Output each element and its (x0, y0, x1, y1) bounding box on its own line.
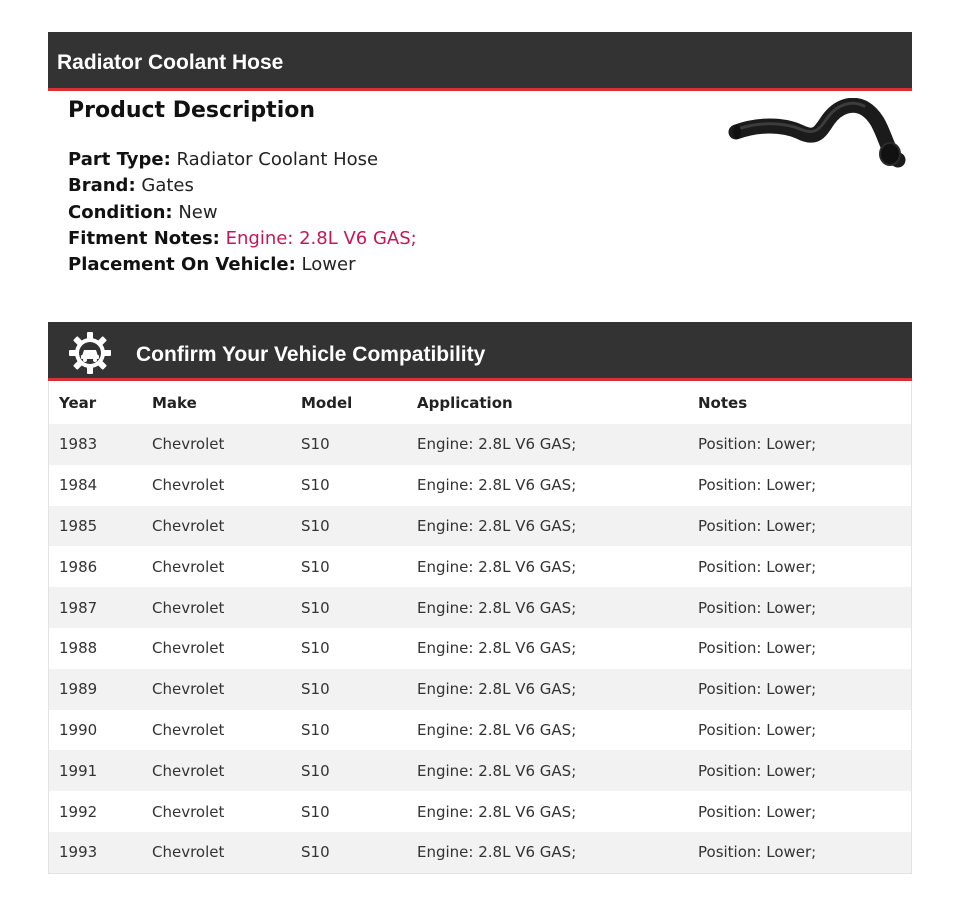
field-label: Condition: (68, 201, 173, 223)
table-header-row (49, 381, 911, 424)
notes-cell: Position: Lower; (698, 720, 817, 739)
model-cell: S10 (301, 802, 330, 821)
notes-cell: Position: Lower; (698, 639, 817, 658)
field-condition (68, 200, 417, 226)
model-cell: S10 (301, 720, 330, 739)
year-cell: 1988 (59, 639, 98, 658)
product-description (68, 96, 417, 278)
make-cell: Chevrolet (152, 557, 225, 576)
make-cell: Chevrolet (152, 639, 225, 658)
field-placement (68, 252, 417, 278)
field-value: Radiator Coolant Hose (176, 149, 379, 170)
field-value: New (178, 201, 218, 223)
model-cell: S10 (301, 680, 330, 699)
table-row (49, 750, 911, 791)
year-cell: 1989 (59, 680, 98, 699)
field-value: Engine: 2.8L V6 GAS; (225, 227, 417, 249)
make-cell: Chevrolet (152, 598, 225, 617)
application-cell: Engine: 2.8L V6 GAS; (417, 435, 577, 454)
model-cell: S10 (301, 639, 330, 658)
application-cell: Engine: 2.8L V6 GAS; (417, 843, 577, 862)
make-cell: Chevrolet (152, 802, 225, 821)
make-cell: Chevrolet (152, 720, 225, 739)
table-row (49, 506, 911, 547)
column-header-year: Year (59, 393, 97, 412)
compatibility-table (49, 381, 911, 873)
model-cell: S10 (301, 476, 330, 495)
application-cell: Engine: 2.8L V6 GAS; (417, 802, 577, 821)
compatibility-banner (48, 322, 912, 381)
make-cell: Chevrolet (152, 843, 225, 862)
model-cell: S10 (301, 516, 330, 535)
make-cell: Chevrolet (152, 435, 225, 454)
column-header-model: Model (301, 393, 353, 412)
gear-car-icon (68, 331, 112, 375)
model-cell: S10 (301, 435, 330, 454)
application-cell: Engine: 2.8L V6 GAS; (417, 680, 577, 699)
column-header-make: Make (152, 393, 197, 412)
field-label: Fitment Notes: (68, 227, 220, 249)
description-heading: Product Description (68, 98, 316, 123)
product-title: Radiator Coolant Hose (57, 51, 284, 74)
field-value: Lower (301, 254, 356, 276)
notes-cell: Position: Lower; (698, 680, 817, 699)
year-cell: 1983 (59, 435, 98, 454)
year-cell: 1985 (59, 516, 98, 535)
model-cell: S10 (301, 761, 330, 780)
application-cell: Engine: 2.8L V6 GAS; (417, 516, 577, 535)
year-cell: 1991 (59, 761, 98, 780)
field-part-type (68, 147, 417, 173)
application-cell: Engine: 2.8L V6 GAS; (417, 761, 577, 780)
year-cell: 1984 (59, 476, 98, 495)
product-title-banner (48, 32, 912, 91)
application-cell: Engine: 2.8L V6 GAS; (417, 598, 577, 617)
table-row (49, 628, 911, 669)
table-row (49, 669, 911, 710)
field-fitment-notes (68, 226, 417, 252)
table-row (49, 832, 911, 873)
notes-cell: Position: Lower; (698, 435, 817, 454)
column-header-application: Application (417, 393, 513, 412)
year-cell: 1990 (59, 720, 98, 739)
notes-cell: Position: Lower; (698, 843, 817, 862)
application-cell: Engine: 2.8L V6 GAS; (417, 557, 577, 576)
hose-product-image (728, 98, 908, 170)
field-brand (68, 173, 417, 199)
year-cell: 1993 (59, 843, 98, 862)
field-label: Placement On Vehicle: (68, 254, 296, 276)
make-cell: Chevrolet (152, 680, 225, 699)
notes-cell: Position: Lower; (698, 476, 817, 495)
column-header-notes: Notes (698, 393, 748, 412)
year-cell: 1986 (59, 557, 98, 576)
table-row (49, 546, 911, 587)
make-cell: Chevrolet (152, 476, 225, 495)
model-cell: S10 (301, 843, 330, 862)
make-cell: Chevrolet (152, 761, 225, 780)
make-cell: Chevrolet (152, 516, 225, 535)
field-label: Part Type: (68, 149, 171, 170)
application-cell: Engine: 2.8L V6 GAS; (417, 720, 577, 739)
table-row (49, 465, 911, 506)
table-row (49, 424, 911, 465)
notes-cell: Position: Lower; (698, 516, 817, 535)
field-label: Brand: (68, 175, 136, 197)
field-value: Gates (141, 175, 194, 197)
application-cell: Engine: 2.8L V6 GAS; (417, 476, 577, 495)
notes-cell: Position: Lower; (698, 598, 817, 617)
model-cell: S10 (301, 557, 330, 576)
year-cell: 1992 (59, 802, 98, 821)
compatibility-table-wrapper (48, 381, 912, 874)
notes-cell: Position: Lower; (698, 802, 817, 821)
table-row (49, 587, 911, 628)
year-cell: 1987 (59, 598, 98, 617)
table-row (49, 791, 911, 832)
notes-cell: Position: Lower; (698, 557, 817, 576)
table-row (49, 710, 911, 751)
model-cell: S10 (301, 598, 330, 617)
notes-cell: Position: Lower; (698, 761, 817, 780)
application-cell: Engine: 2.8L V6 GAS; (417, 639, 577, 658)
compatibility-title: Confirm Your Vehicle Compatibility (136, 343, 486, 366)
